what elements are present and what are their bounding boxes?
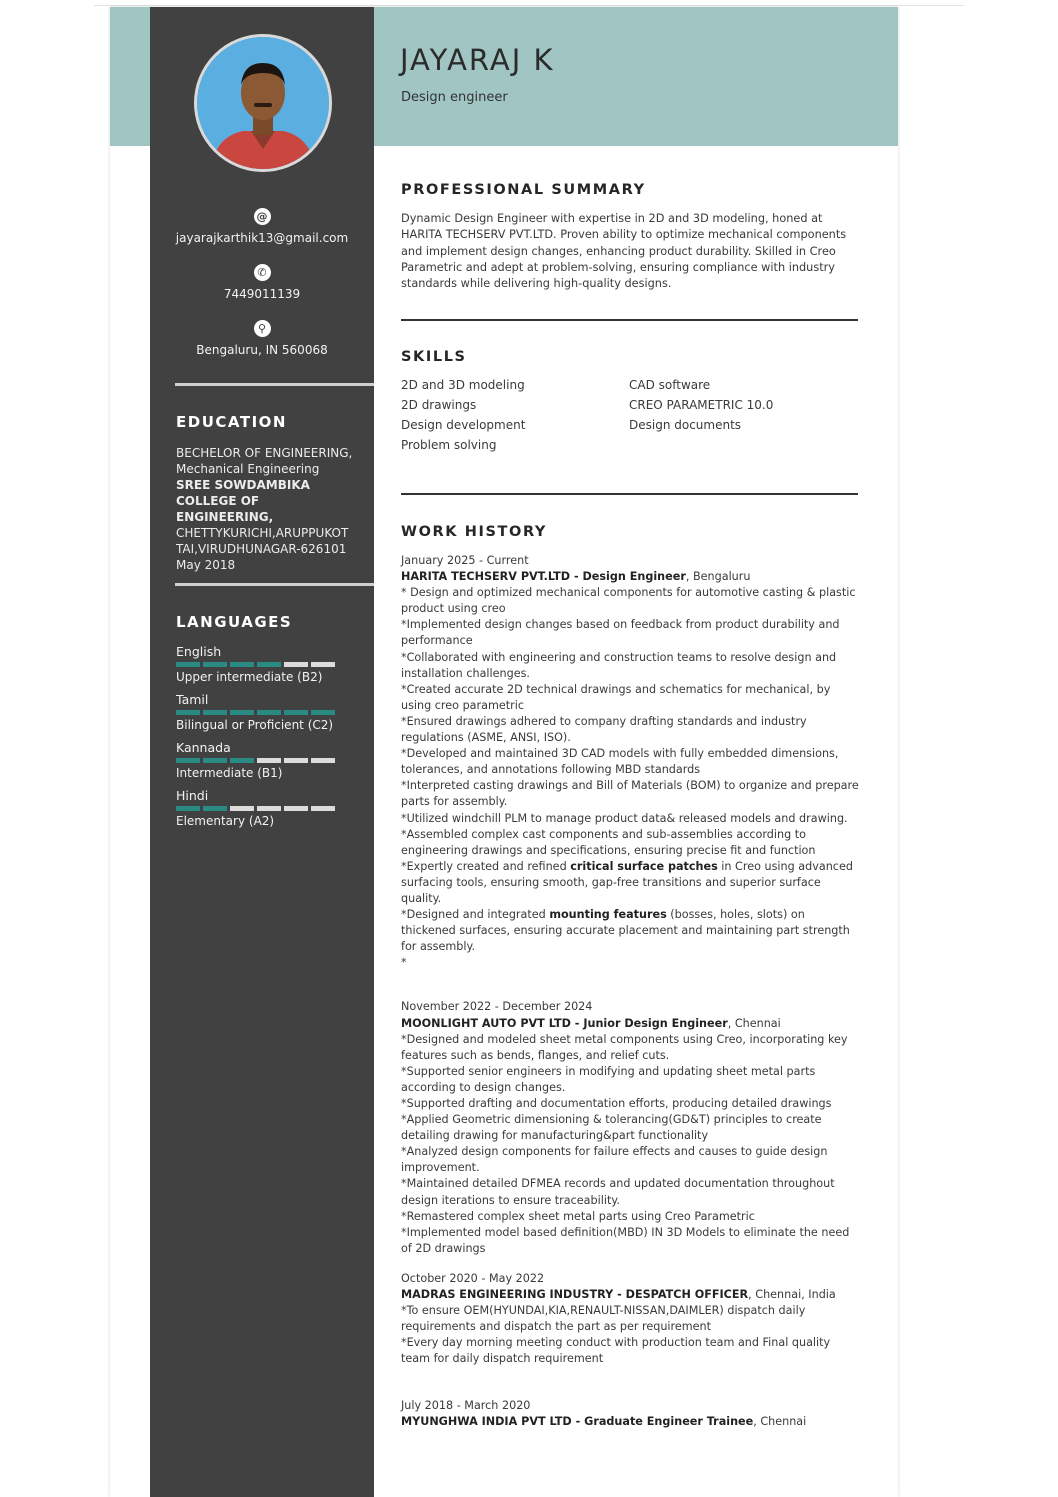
job-company: HARITA TECHSERV PVT.LTD <box>401 570 571 584</box>
resume-page <box>110 7 898 1497</box>
job-entry <box>401 999 859 1257</box>
language-level-bar <box>176 806 351 811</box>
language-bar-segment <box>176 806 200 811</box>
separator: , <box>685 570 693 584</box>
job-bullet: *Interpreted casting drawings and Bill of Materials (BOM) to organize and prepare parts for assembly. <box>401 779 863 809</box>
profile-photo <box>194 34 332 172</box>
job-location: Chennai <box>760 1414 807 1428</box>
job-bullet: *Analyzed design components for failure effects and causes to guide design improvement. <box>401 1145 832 1175</box>
language-bar-segment <box>230 662 254 667</box>
language-bar-segment <box>176 710 200 715</box>
job-entry <box>401 1398 859 1430</box>
language-bar-segment <box>203 710 227 715</box>
job-company: MYUNGHWA INDIA PVT LTD <box>401 1414 572 1428</box>
section-divider <box>401 493 858 495</box>
phone-icon: ✆ <box>254 264 271 281</box>
language-bar-segment <box>311 662 335 667</box>
sidebar-divider <box>175 383 374 386</box>
education-degree: BECHELOR OF ENGINEERING, <box>176 446 353 460</box>
language-level-bar <box>176 758 351 763</box>
skill-item: CREO PARAMETRIC 10.0 <box>629 398 774 412</box>
separator: - <box>570 570 583 584</box>
work-heading: WORK HISTORY <box>401 524 548 540</box>
language-item <box>176 644 351 692</box>
separator: - <box>613 1288 626 1302</box>
work-history <box>401 553 863 1444</box>
education-college: SREE SOWDAMBIKA COLLEGE OF ENGINEERING, <box>176 478 310 524</box>
job-company: MADRAS ENGINEERING INDUSTRY <box>401 1288 614 1302</box>
job-bullet: *To ensure OEM(HYUNDAI,KIA,RENAULT-NISSAN,DAIMLER) dispatch daily requirements and dispatch the part as per requirement <box>401 1304 809 1334</box>
job-role: Design Engineer <box>582 570 686 584</box>
job-bullet: *Implemented model based definition(MBD) IN 3D Models to eliminate the need of 2D drawings <box>401 1225 853 1255</box>
job-company: MOONLIGHT AUTO PVT LTD <box>401 1016 571 1030</box>
language-bar-segment <box>203 662 227 667</box>
job-bullet: *Applied Geometric dimensioning & tolerancing(GD&T) principles to create detailing drawing for manufacturing&part functionality <box>401 1113 826 1143</box>
languages-list <box>176 644 351 836</box>
summary-text: Dynamic Design Engineer with expertise in 2D and 3D modeling, honed at HARITA TECHSERV PVT.LTD. Proven ability to optimize mechanical components and implement design changes, enhancing product durability. Skilled in Creo Parametric and adept at problem-solving, ensuring compliance with industry standards while delivering high-quality designs. <box>401 212 847 291</box>
contact-email <box>150 208 374 245</box>
job-title-line <box>401 569 859 585</box>
email-text[interactable]: jayarajkarthik13@gmail.com <box>175 231 349 245</box>
skill-item: 2D and 3D modeling <box>401 378 525 392</box>
job-title-line <box>401 1016 859 1032</box>
skill-item: CAD software <box>629 378 711 392</box>
language-bar-segment <box>230 710 254 715</box>
job-bullet: *Remastered complex sheet metal parts using Creo Parametric <box>401 1209 755 1223</box>
language-bar-segment <box>257 758 281 763</box>
job-dates: January 2025 - Current <box>401 554 529 567</box>
location-pin-icon: ⚲ <box>254 320 271 337</box>
summary-heading: PROFESSIONAL SUMMARY <box>401 182 646 198</box>
language-bar-segment <box>176 662 200 667</box>
language-bar-segment <box>257 806 281 811</box>
location-text: Bengaluru, IN 560068 <box>196 343 328 357</box>
job-bullet: *Expertly created and refined critical surface patches in Creo using advanced surfacing tools, ensuring smooth, gap-free transitions and superior surface quality. <box>401 859 857 905</box>
job-location: Bengaluru <box>692 570 751 584</box>
language-bar-segment <box>203 806 227 811</box>
education-heading: EDUCATION <box>176 413 287 431</box>
skills-heading: SKILLS <box>401 349 467 365</box>
sidebar-divider <box>175 583 374 586</box>
at-icon: @ <box>254 208 271 225</box>
language-name: English <box>176 644 222 659</box>
language-bar-segment <box>230 806 254 811</box>
skill-item: 2D drawings <box>401 398 477 412</box>
candidate-name: JAYARAJ K <box>400 43 555 77</box>
language-level: Elementary (A2) <box>176 814 275 828</box>
language-bar-segment <box>311 710 335 715</box>
job-entry <box>401 1271 859 1368</box>
separator: , <box>753 1414 761 1428</box>
contact-location <box>150 320 374 357</box>
separator: - <box>571 1414 585 1428</box>
education-address: CHETTYKURICHI,ARUPPUKOT TAI,VIRUDHUNAGAR-626101 <box>176 526 349 556</box>
language-name: Tamil <box>176 692 209 707</box>
candidate-title: Design engineer <box>401 90 508 105</box>
job-bullet: *Every day morning meeting conduct with production team and Final quality team for daily dispatch requirement <box>401 1336 834 1366</box>
job-bullet: *Ensured drawings adhered to company drafting standards and industry regulations (ASME, ANSI, ISO). <box>401 714 811 745</box>
language-name: Hindi <box>176 788 209 803</box>
job-bullet: *Designed and integrated mounting features (bosses, holes, slots) on thickened surfaces, ensuring accurate placement and maintaining part strength for assembly. <box>401 908 854 954</box>
language-item <box>176 740 351 788</box>
language-level: Upper intermediate (B2) <box>176 670 323 684</box>
job-role: DESPATCH OFFICER <box>625 1288 749 1302</box>
separator: , <box>748 1288 756 1302</box>
job-bullet: *Supported drafting and documentation efforts, producing detailed drawings <box>401 1097 832 1110</box>
job-bullet: *Implemented design changes based on feedback from product durability and performance <box>401 618 844 648</box>
language-bar-segment <box>176 758 200 763</box>
education-field: Mechanical Engineering <box>176 462 320 476</box>
language-bar-segment <box>203 758 227 763</box>
phone-text[interactable]: 7449011139 <box>223 287 301 301</box>
education-block <box>176 445 356 573</box>
skill-item: Design development <box>401 418 526 432</box>
job-bullet: *Collaborated with engineering and construction teams to resolve design and installation challenges. <box>401 650 840 680</box>
job-bullet: *Maintained detailed DFMEA records and updated documentation throughout design iterations to ensure traceability. <box>401 1177 839 1207</box>
language-level: Bilingual or Proficient (C2) <box>176 718 334 732</box>
education-date: May 2018 <box>176 558 236 572</box>
job-bullet: * Design and optimized mechanical components for automotive casting & plastic product using creo <box>401 586 860 616</box>
language-bar-segment <box>311 806 335 811</box>
job-location: Chennai, India <box>755 1288 836 1302</box>
language-level-bar <box>176 710 351 715</box>
bold-phrase: mounting features <box>549 908 667 922</box>
language-bar-segment <box>257 662 281 667</box>
sidebar <box>150 7 374 1497</box>
job-dates: November 2022 - December 2024 <box>401 1000 593 1014</box>
job-bullet: *Designed and modeled sheet metal components using Creo, incorporating key features such as bends, flanges, and relief cuts. <box>401 1032 852 1062</box>
job-bullet: *Created accurate 2D technical drawings and schematics for mechanical, by using creo parametric <box>401 682 834 712</box>
skills-grid <box>401 378 861 452</box>
job-title-line <box>401 1287 859 1303</box>
job-dates: July 2018 - March 2020 <box>401 1398 531 1412</box>
language-bar-segment <box>230 758 254 763</box>
job-location: Chennai <box>734 1016 781 1030</box>
language-item <box>176 692 351 740</box>
job-bullet: *Developed and maintained 3D CAD models with fully embedded dimensions, tolerances, and annotations following MBD standards <box>401 747 842 777</box>
contact-phone <box>150 264 374 301</box>
languages-heading: LANGUAGES <box>176 613 293 631</box>
skill-item: Problem solving <box>401 438 497 452</box>
language-bar-segment <box>284 662 308 667</box>
job-bullet: *Utilized windchill PLM to manage product data& released models and drawing. <box>401 811 848 825</box>
language-level-bar <box>176 662 351 667</box>
page-top-line <box>94 5 964 6</box>
language-bar-segment <box>284 758 308 763</box>
job-bullet: *Assembled complex cast components and sub-assemblies according to engineering drawings and specifications, ensuring precise fit and function <box>401 827 816 857</box>
job-bullet: *Supported senior engineers in modifying and updating sheet metal parts according to design changes. <box>401 1064 819 1094</box>
language-level: Intermediate (B1) <box>176 766 283 780</box>
job-title-line <box>401 1414 859 1430</box>
section-divider <box>401 319 858 321</box>
skill-item: Design documents <box>629 418 742 432</box>
language-bar-segment <box>284 710 308 715</box>
language-item <box>176 788 351 836</box>
job-role: Junior Design Engineer <box>583 1016 728 1030</box>
language-name: Kannada <box>176 740 231 755</box>
language-bar-segment <box>311 758 335 763</box>
job-bullet: * <box>401 956 407 970</box>
profile-photo-image <box>197 37 329 169</box>
bold-phrase: critical surface patches <box>570 859 718 873</box>
separator: , <box>727 1016 735 1030</box>
job-dates: October 2020 - May 2022 <box>401 1271 545 1285</box>
language-bar-segment <box>284 806 308 811</box>
job-entry <box>401 553 863 971</box>
separator: - <box>570 1016 584 1030</box>
job-role: Graduate Engineer Trainee <box>584 1414 754 1428</box>
language-bar-segment <box>257 710 281 715</box>
